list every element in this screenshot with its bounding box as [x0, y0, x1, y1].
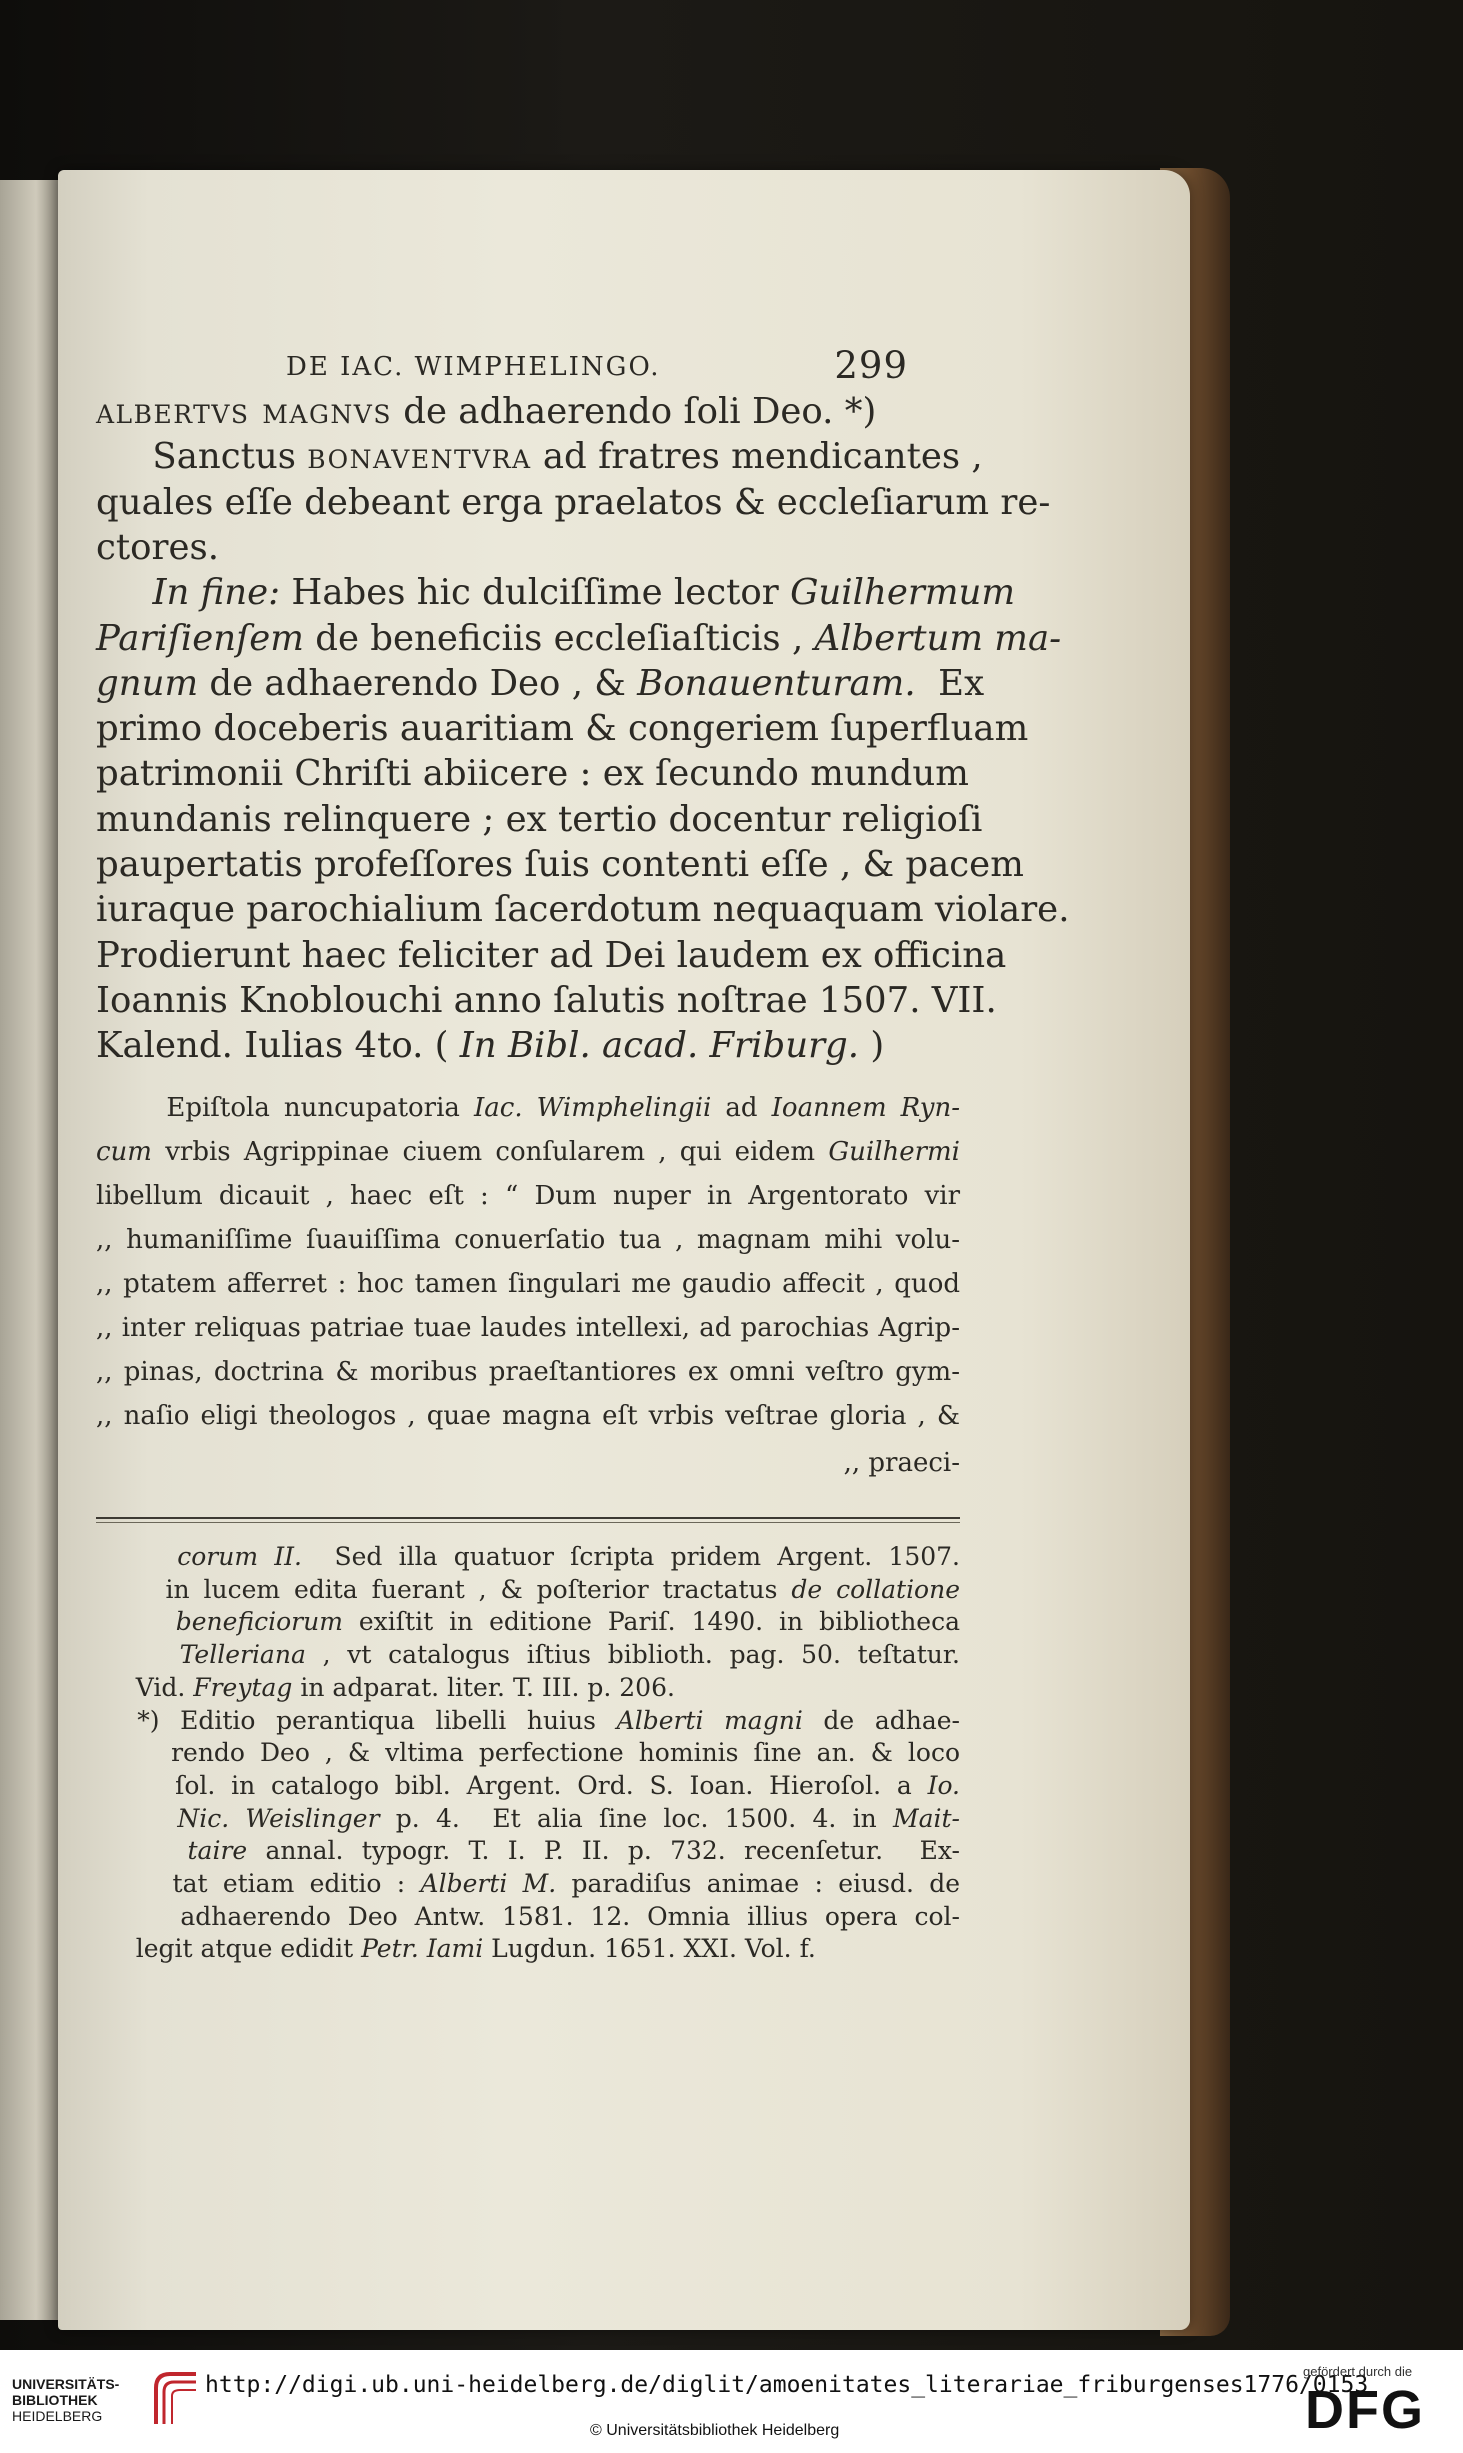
footnote-text-segment: exiſtit in editione Pariſ. 1490. in bibliotheca	[342, 1607, 960, 1637]
library-logo-text	[12, 2376, 119, 2424]
footnote-text-segment: paradiſus animae : eiusd. de	[556, 1869, 960, 1898]
footnote-text-segment	[96, 1542, 177, 1571]
footnote-text-segment: Nic. Weislinger	[177, 1803, 380, 1833]
facing-page-edge	[0, 180, 60, 2320]
main-text-segment: iuraque parochialium ſacerdotum nequaquam violare.	[96, 889, 1070, 931]
main-line	[96, 480, 1051, 525]
catchword: ,, praeci-	[843, 1448, 960, 1478]
main-text-segment: Guilhermum	[790, 572, 1016, 614]
footnote-line	[96, 1573, 960, 1606]
epistle-line	[96, 1178, 960, 1214]
main-line	[96, 797, 983, 842]
epistle-text-segment: ,, ptatem afferret : hoc tamen ſingulari me gaudio affecit , quod	[96, 1269, 960, 1299]
main-line	[96, 1023, 960, 1068]
main-text-segment: Ex	[915, 662, 985, 704]
footnote-text-segment: de adhae-	[802, 1705, 961, 1735]
library-name-line3: HEIDELBERG	[12, 2408, 103, 2424]
main-line	[96, 389, 960, 434]
footnote-text-segment: adhaerendo Deo Antw. 1581. 12. Omnia illius opera col-	[96, 1901, 960, 1931]
footnote-text-segment: beneficiorum	[175, 1607, 343, 1637]
epistle-text-segment: Epiſtola nuncupatoria	[96, 1093, 474, 1123]
footnote-line	[96, 1736, 960, 1769]
footnote-line	[96, 1769, 960, 1802]
footnote-text-segment: tat etiam editio :	[96, 1869, 421, 1898]
footnote-line	[96, 1540, 960, 1573]
footnote-text-segment: annal. typogr. T. I. P. II. p. 732. recenſetur. Ex-	[247, 1836, 960, 1866]
main-text-segment: paupertatis profeſſores ſuis contenti eſſe , & pacem	[96, 844, 1024, 885]
footnote-text-segment: Mait-	[893, 1803, 960, 1833]
footnote-text-segment: Io.	[927, 1770, 960, 1800]
main-text-segment: albertvs magnvs	[96, 391, 392, 432]
footnote-text-segment: legit atque edidit	[96, 1934, 362, 1964]
main-text-segment: )	[859, 1025, 885, 1067]
viewer-footer	[0, 2350, 1463, 2453]
main-text-segment: primo doceberis auaritiam & congeriem ſuperfluam	[96, 708, 1029, 750]
epistle-line	[96, 1354, 960, 1390]
footnote-line	[96, 1605, 960, 1638]
page-number: 299	[834, 344, 908, 387]
footnote-line	[96, 1802, 960, 1835]
epistle-text-segment: ,, inter reliquas patriae tuae laudes intellexi, ad parochias Agrip-	[96, 1313, 960, 1343]
copyright-notice: © Universitätsbibliothek Heidelberg	[590, 2422, 840, 2439]
footnote-line	[96, 1704, 960, 1737]
footnote-text-segment	[96, 1607, 176, 1636]
main-line	[96, 616, 1062, 661]
main-text-segment: gnum	[96, 662, 199, 704]
running-head	[190, 344, 910, 392]
footnote-text-segment	[96, 1804, 177, 1833]
epistle-line	[96, 1134, 960, 1170]
footnote-text-segment: corum II.	[177, 1542, 302, 1571]
main-line	[96, 842, 1024, 887]
running-title: DE IAC. WIMPHELINGO.	[286, 352, 661, 382]
main-text-segment: quales eſſe debeant erga praelatos & eccleſiarum re-	[96, 481, 1051, 523]
footnote-text-segment: ſol. in catalogo bibl. Argent. Ord. S. Ioan. Hieroſol. a	[96, 1770, 928, 1800]
main-line	[96, 751, 969, 796]
footnote-text-segment: in lucem edita fuerant , & poſterior tractatus	[96, 1574, 792, 1604]
main-line	[96, 570, 1016, 615]
footnote-text-segment: Freytag	[193, 1672, 293, 1702]
main-text-segment: de adhaerendo Deo , &	[198, 662, 638, 704]
main-text-segment	[96, 572, 152, 613]
footnote-text-segment: *) Editio perantiqua libelli huius	[96, 1705, 617, 1735]
main-text-segment: ctores.	[96, 526, 220, 568]
main-line	[96, 978, 997, 1023]
epistle-line	[96, 1398, 960, 1434]
main-text-segment: Sanctus	[96, 436, 308, 478]
library-logo-icon	[150, 2368, 202, 2428]
epistle-line	[96, 1222, 960, 1258]
epistle-line	[96, 1090, 960, 1126]
epistle-text-segment: cum	[96, 1137, 152, 1167]
footnote-text-segment: p. 4. Et alia ſine loc. 1500. 4. in	[379, 1803, 893, 1833]
main-text-segment: bonaventvra	[307, 436, 532, 478]
main-text-segment: ad fratres mendicantes ,	[531, 436, 983, 478]
footnote-text-segment: taire	[187, 1836, 248, 1866]
main-text-segment: Kalend. Iulias 4to. (	[96, 1025, 460, 1067]
footnote-text-segment: Alberti magni	[616, 1705, 803, 1735]
footnote-text-segment: , vt catalogus iſtius biblioth. pag. 50. teſtatur.	[305, 1640, 960, 1670]
main-text-segment: Albertum ma-	[814, 617, 1062, 659]
main-text-segment: de adhaerendo ſoli Deo. *)	[391, 391, 877, 432]
main-text-segment: Prodierunt haec feliciter ad Dei laudem ex officina	[96, 934, 1007, 976]
footnote-line	[96, 1834, 960, 1867]
main-text-segment: Ioannis Knoblouchi anno ſalutis noſtrae 1507. VII.	[96, 979, 997, 1021]
footnote-line	[96, 1900, 960, 1933]
epistle-text-segment: ad	[711, 1093, 772, 1123]
footnote-text-segment: in adparat. liter. T. III. p. 206.	[292, 1672, 675, 1702]
footnote-text-segment: de collatione	[791, 1574, 961, 1604]
epistle-text-segment: vrbis Agrippinae ciuem conſularem , qui eidem	[151, 1137, 829, 1167]
footnote-rule	[96, 1517, 960, 1519]
main-text-segment: Pariſienſem	[96, 617, 304, 659]
main-line	[96, 525, 960, 570]
footnote-line	[96, 1671, 960, 1704]
main-text-segment: patrimonii Chriſti abiicere : ex ſecundo mundum	[96, 753, 969, 795]
epistle-text-segment: Iac. Wimphelingii	[474, 1093, 712, 1123]
epistle-text-segment: ,, naſio eligi theologos , quae magna eſt vrbis veſtrae gloria , &	[96, 1401, 960, 1431]
footnote-text-segment: Sed illa quatuor ſcripta pridem Argent. 1507.	[301, 1542, 960, 1571]
epistle-text-segment: ,, humaniſſime ſuauiſſima conuerſatio tua , magnam mihi volu-	[96, 1225, 960, 1255]
permalink-url[interactable]: http://digi.ub.uni-heidelberg.de/diglit/amoenitates_literariae_friburgenses1776/0153	[205, 2372, 1369, 2398]
main-line	[96, 887, 1070, 932]
footnote-text-segment: Lugdun. 1651. XXI. Vol. f.	[483, 1934, 816, 1964]
main-line	[96, 706, 1029, 751]
funding-caption: gefördert durch die	[1303, 2364, 1413, 2379]
epistle-text-segment: libellum dicauit , haec eſt : “ Dum nuper in Argentorato vir	[96, 1181, 960, 1211]
main-text-segment: mundanis relinquere ; ex tertio docentur religioſi	[96, 798, 983, 840]
main-line	[96, 434, 983, 479]
epistle-text-segment: ,, pinas, doctrina & moribus praeſtantiores ex omni veſtro gym-	[96, 1357, 960, 1387]
main-text-segment: In fine:	[152, 572, 281, 614]
main-text-segment: de beneficiis eccleſiaſticis ,	[303, 617, 815, 659]
footnote-text-segment	[96, 1640, 180, 1669]
epistle-line	[96, 1310, 960, 1346]
main-line	[96, 661, 985, 706]
footnote-text-segment	[96, 1836, 188, 1865]
dfg-logo: DFG	[1305, 2380, 1425, 2440]
epistle-text-segment: Guilhermi	[828, 1137, 960, 1167]
epistle-text-segment: Ioannem Ryn-	[771, 1093, 961, 1123]
footnote-text-segment: rendo Deo , & vltima perfectione hominis ſine an. & loco	[96, 1738, 960, 1768]
footnote-text-segment: Petr. Iami	[361, 1934, 484, 1964]
footnote-text-segment: Vid.	[96, 1672, 194, 1702]
epistle-line	[96, 1266, 960, 1302]
footnote-text-segment: Alberti M.	[420, 1869, 557, 1898]
footnote-rule-thin	[96, 1522, 960, 1523]
main-text-segment: Bonauenturam.	[637, 662, 916, 704]
footnote-text-segment: Telleriana	[179, 1640, 306, 1670]
main-line	[96, 933, 1007, 978]
main-text-segment: Habes hic dulciſſime lector	[280, 572, 791, 614]
library-name-line1: UNIVERSITÄTS-	[12, 2376, 120, 2392]
footnote-line	[96, 1867, 960, 1900]
main-text-segment: In Bibl. acad. Friburg.	[459, 1025, 860, 1067]
library-name-line2: BIBLIOTHEK	[12, 2392, 98, 2408]
footnote-line	[96, 1932, 960, 1965]
footnote-line	[96, 1638, 960, 1671]
